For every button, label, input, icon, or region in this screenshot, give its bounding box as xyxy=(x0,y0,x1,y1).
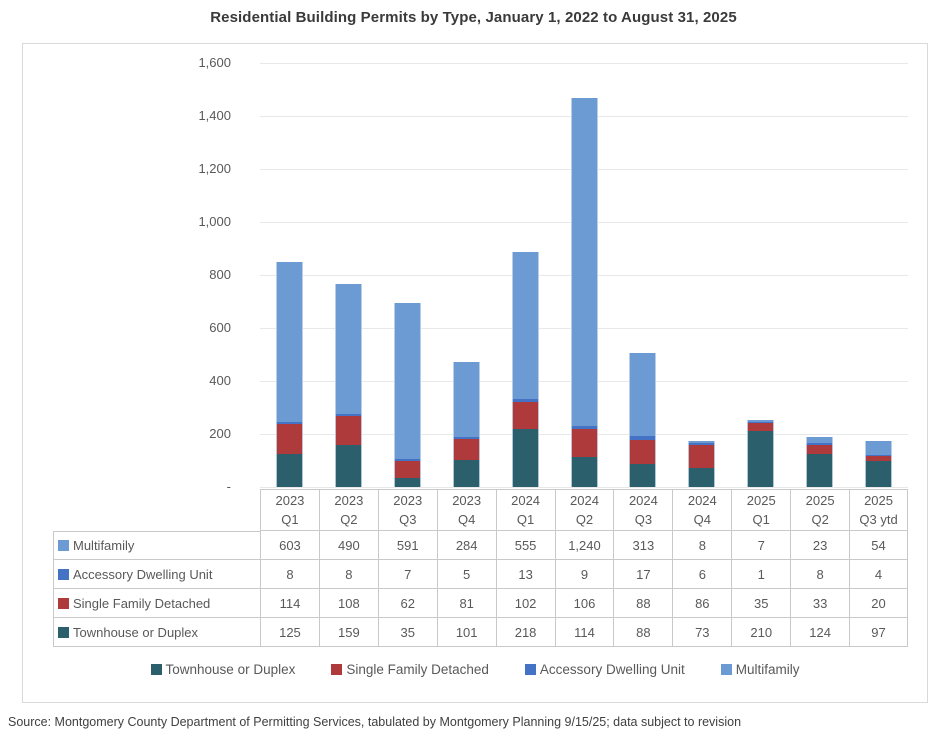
bar-segment-single_family xyxy=(629,440,656,463)
table-cell: 35 xyxy=(378,618,437,647)
table-row-label-text: Accessory Dwelling Unit xyxy=(73,566,213,582)
bar-segment-adu xyxy=(335,414,362,416)
table-header-year: 2024 xyxy=(570,493,599,508)
table-header-year: 2024 xyxy=(628,493,658,508)
table-cell: 86 xyxy=(672,589,731,618)
table-cell: 54 xyxy=(849,531,908,560)
table-cell: 114 xyxy=(260,589,319,618)
table-header-quarter: Q3 ytd xyxy=(859,512,898,527)
table-cell: 4 xyxy=(849,560,908,589)
bar-segment-adu xyxy=(806,443,833,445)
legend-swatch-icon xyxy=(525,664,536,675)
legend-item-label: Accessory Dwelling Unit xyxy=(539,662,685,677)
table-cell: 8 xyxy=(790,560,849,589)
bar-segment-townhouse xyxy=(629,464,656,487)
table-cell: 81 xyxy=(437,589,496,618)
bar-segment-single_family xyxy=(453,439,480,460)
table-cell: 7 xyxy=(378,560,437,589)
table-cell: 20 xyxy=(849,589,908,618)
legend-swatch-icon xyxy=(331,664,342,675)
bar-segment-adu xyxy=(394,459,421,461)
table-cell: 88 xyxy=(613,618,672,647)
bar-segment-townhouse xyxy=(394,478,421,487)
table-cell: 8 xyxy=(260,560,319,589)
table-header-cell xyxy=(260,489,319,531)
table-header-year: 2024 xyxy=(511,493,541,508)
bar-segment-adu xyxy=(865,455,892,456)
table-cell: 555 xyxy=(496,531,555,560)
table-header-year: 2025 xyxy=(746,493,776,508)
table-cell: 159 xyxy=(319,618,378,647)
bar-segment-multifamily xyxy=(453,362,480,437)
table-cell: 35 xyxy=(731,589,790,618)
chart-title: Residential Building Permits by Type, January 1, 2022 to August 31, 2025 xyxy=(210,9,737,26)
bar-segment-single_family xyxy=(571,429,598,457)
bar-segment-townhouse xyxy=(865,461,892,487)
bar-segment-townhouse xyxy=(512,429,539,487)
gridline xyxy=(260,487,908,488)
table-header-cell xyxy=(849,489,908,531)
chart-legend xyxy=(23,662,927,677)
table-header-quarter: Q4 xyxy=(458,512,476,527)
legend-item-label: Multifamily xyxy=(735,662,800,677)
y-axis-tick-label: 800 xyxy=(209,267,231,282)
y-axis-tick-label: 1,200 xyxy=(198,161,231,176)
table-cell: 5 xyxy=(437,560,496,589)
bar-segment-multifamily xyxy=(335,284,362,414)
table-header-quarter: Q2 xyxy=(340,512,358,527)
table-cell: 210 xyxy=(731,618,790,647)
table-row-label xyxy=(53,531,260,560)
bar-segment-townhouse xyxy=(747,431,774,487)
legend-item xyxy=(525,662,685,677)
table-header-quarter: Q1 xyxy=(281,512,299,527)
table-header-year: 2023 xyxy=(275,493,305,508)
series-swatch-icon xyxy=(58,627,69,638)
legend-item-label: Single Family Detached xyxy=(346,662,489,677)
series-swatch-icon xyxy=(58,540,69,551)
bar-segment-adu xyxy=(571,426,598,428)
table-cell: 102 xyxy=(496,589,555,618)
table-header-cell xyxy=(555,489,614,531)
table-header-year: 2023 xyxy=(452,493,482,508)
table-row-label xyxy=(53,618,260,647)
table-cell: 125 xyxy=(260,618,319,647)
table-cell: 7 xyxy=(731,531,790,560)
bar-segment-single_family xyxy=(688,445,715,468)
bar-segment-townhouse xyxy=(571,457,598,487)
bar-segment-adu xyxy=(512,399,539,402)
table-header-quarter: Q1 xyxy=(516,512,535,527)
y-axis-tick-label: - xyxy=(226,479,231,494)
table-cell: 284 xyxy=(437,531,496,560)
table-cell: 23 xyxy=(790,531,849,560)
bar-segment-single_family xyxy=(806,445,833,454)
y-axis-tick-label: 1,400 xyxy=(198,108,231,123)
legend-item xyxy=(721,662,800,677)
table-cell: 33 xyxy=(790,589,849,618)
table-cell: 101 xyxy=(437,618,496,647)
table-cell: 591 xyxy=(378,531,437,560)
bar-segment-townhouse xyxy=(453,460,480,487)
y-axis-tick-label: 400 xyxy=(209,373,231,388)
bar-segment-adu xyxy=(688,443,715,445)
table-cell: 9 xyxy=(555,560,614,589)
bar-segment-multifamily xyxy=(276,262,303,422)
table-cell: 17 xyxy=(613,560,672,589)
table-header-year: 2023 xyxy=(334,493,364,508)
bar-segment-multifamily xyxy=(865,441,892,455)
table-header-quarter: Q4 xyxy=(693,512,711,527)
table-cell: 106 xyxy=(555,589,614,618)
bar-segment-townhouse xyxy=(276,454,303,487)
bar-segment-single_family xyxy=(335,416,362,445)
bar-segment-multifamily xyxy=(747,420,774,422)
table-cell: 8 xyxy=(672,531,731,560)
table-header-quarter: Q3 xyxy=(399,512,417,527)
table-header-year: 2025 xyxy=(805,493,835,508)
table-row-label xyxy=(53,560,260,589)
table-header-cell xyxy=(378,489,437,531)
table-cell: 73 xyxy=(672,618,731,647)
y-axis-tick-label: 200 xyxy=(209,426,231,441)
table-cell: 603 xyxy=(260,531,319,560)
table-cell: 1 xyxy=(731,560,790,589)
table-header-quarter: Q1 xyxy=(752,512,770,527)
table-cell: 114 xyxy=(555,618,614,647)
source-note: Source: Montgomery County Department of Permitting Services, tabulated by Montgomery Planning 9/15/25; data subject to revision xyxy=(8,715,742,729)
bar-segment-adu xyxy=(453,437,480,438)
table-cell: 218 xyxy=(496,618,555,647)
bar-segment-single_family xyxy=(394,461,421,477)
table-header-cell xyxy=(731,489,790,531)
table-header-quarter: Q2 xyxy=(811,512,829,527)
bar-segment-single_family xyxy=(276,424,303,454)
table-cell: 88 xyxy=(613,589,672,618)
table-row-label xyxy=(53,589,260,618)
legend-item xyxy=(331,662,489,677)
legend-item xyxy=(151,662,296,677)
table-header-cell xyxy=(790,489,849,531)
series-swatch-icon xyxy=(58,598,69,609)
table-cell: 1,240 xyxy=(555,531,614,560)
table-row-label-text: Multifamily xyxy=(73,538,135,553)
table-header-cell xyxy=(613,489,672,531)
bar-segment-multifamily xyxy=(512,252,539,399)
legend-swatch-icon xyxy=(721,664,732,675)
table-header-cell xyxy=(496,489,555,531)
table-row-label-text: Townhouse or Duplex xyxy=(73,624,199,640)
table-header-year: 2023 xyxy=(393,493,423,508)
plot-and-table-area xyxy=(22,43,928,703)
table-cell: 108 xyxy=(319,589,378,618)
bar-segment-townhouse xyxy=(335,445,362,487)
bar-segment-multifamily xyxy=(571,98,598,427)
table-cell: 6 xyxy=(672,560,731,589)
table-header-year: 2024 xyxy=(687,493,717,508)
gridline xyxy=(260,63,908,64)
legend-item-label: Townhouse or Duplex xyxy=(165,662,296,677)
table-header-quarter: Q2 xyxy=(575,512,594,527)
table-header-year: 2025 xyxy=(864,493,893,508)
y-axis-tick-label: 1,600 xyxy=(198,55,231,70)
bar-segment-townhouse xyxy=(806,454,833,487)
bar-segment-adu xyxy=(276,422,303,424)
table-cell: 8 xyxy=(319,560,378,589)
table-header-cell xyxy=(437,489,496,531)
table-cell: 490 xyxy=(319,531,378,560)
legend-swatch-icon xyxy=(151,664,162,675)
y-axis-tick-label: 1,000 xyxy=(198,214,231,229)
bar-segment-multifamily xyxy=(394,303,421,460)
bar-segment-multifamily xyxy=(688,441,715,443)
table-header-quarter: Q3 xyxy=(634,512,653,527)
bar-segment-single_family xyxy=(865,456,892,461)
table-header-cell xyxy=(319,489,378,531)
table-cell: 124 xyxy=(790,618,849,647)
y-axis-tick-label: 600 xyxy=(209,320,231,335)
table-cell: 13 xyxy=(496,560,555,589)
bar-segment-multifamily xyxy=(806,437,833,443)
table-cell: 313 xyxy=(613,531,672,560)
bar-segment-adu xyxy=(629,436,656,441)
bar-segment-single_family xyxy=(747,422,774,431)
table-cell: 62 xyxy=(378,589,437,618)
series-swatch-icon xyxy=(58,569,69,580)
table-row-label-text: Single Family Detached xyxy=(73,595,211,611)
bar-segment-townhouse xyxy=(688,468,715,487)
bar-segment-single_family xyxy=(512,402,539,429)
table-cell: 97 xyxy=(849,618,908,647)
bar-segment-multifamily xyxy=(629,353,656,436)
table-header-cell xyxy=(672,489,731,531)
